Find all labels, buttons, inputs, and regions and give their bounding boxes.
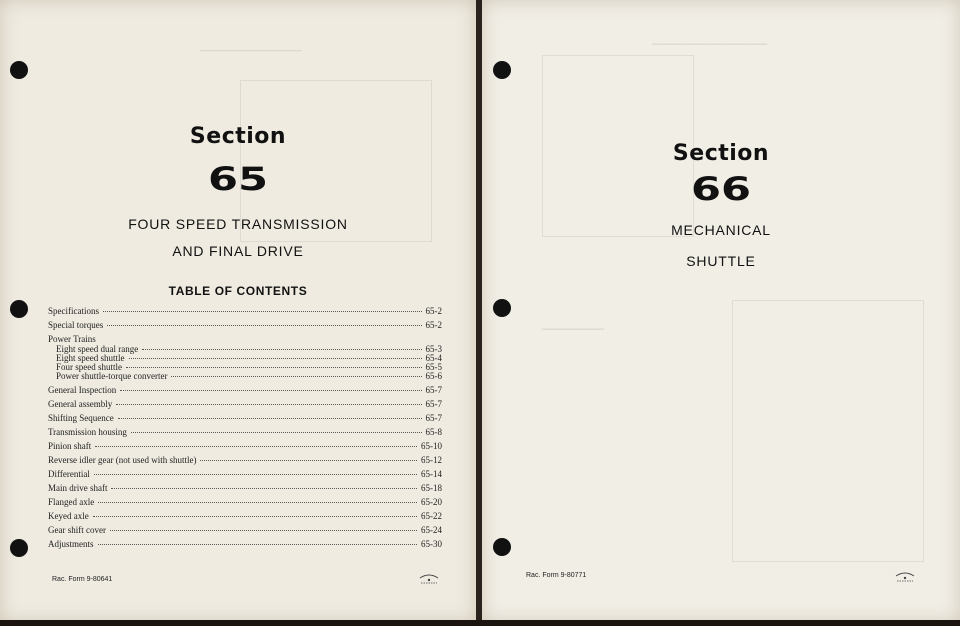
show-through-text: ▔▔▔▔▔▔▔▔▔▔▔▔ — [200, 51, 302, 63]
toc-entry-page: 65-20 — [421, 497, 442, 507]
dot-leader — [107, 325, 421, 326]
section-title-line1: FOUR SPEED TRANSMISSION — [128, 216, 348, 232]
toc-entry — [48, 427, 442, 437]
toc-entry-page: 65-7 — [425, 413, 442, 423]
toc-entry-page: 65-5 — [425, 362, 442, 372]
dot-leader — [200, 460, 417, 461]
toc-entry-label: Power shuttle-torque converter — [56, 371, 168, 381]
toc-entry-page: 65-24 — [421, 525, 442, 535]
section-number: 66 — [690, 170, 752, 208]
toc-entry-label: Four speed shuttle — [56, 362, 122, 372]
binder-hole — [10, 539, 28, 557]
dot-leader — [94, 474, 417, 475]
toc-entry-page: 65-2 — [425, 306, 442, 316]
binder-hole — [493, 299, 511, 317]
toc-entry-label: Special torques — [48, 320, 104, 330]
printed-in-usa-logo — [894, 570, 916, 584]
toc-entry-page: 65-6 — [425, 371, 442, 381]
dot-leader — [110, 530, 417, 531]
dot-leader — [93, 516, 417, 517]
toc-entry-label: Eight speed shuttle — [56, 353, 125, 363]
toc-entry-page: 65-4 — [425, 353, 442, 363]
dot-leader — [111, 488, 417, 489]
form-number: Rac. Form 9-80771 — [526, 572, 587, 579]
binder-hole — [10, 61, 28, 79]
section-title-line1: MECHANICAL — [671, 222, 771, 238]
dot-leader — [118, 418, 422, 419]
printed-in-usa-logo — [418, 572, 440, 586]
toc-entry-page: 65-18 — [421, 483, 442, 493]
show-through-text: ▔▔▔▔▔▔▔▔▔▔▔▔▔▔▔ — [652, 45, 768, 56]
toc-entry — [48, 483, 442, 493]
toc-entry-page: 65-22 — [421, 511, 442, 521]
toc-entry-page: 65-3 — [425, 344, 442, 354]
binder-hole — [493, 61, 511, 79]
dot-leader — [116, 404, 421, 405]
toc-entry-label: Eight speed dual range — [56, 344, 139, 354]
section-number: 65 — [207, 160, 269, 198]
dot-leader — [120, 390, 421, 391]
left-page — [0, 0, 476, 622]
toc-entry-label: Pinion shaft — [48, 441, 92, 451]
toc-entry — [48, 539, 442, 549]
toc-entry-label: Adjustments — [48, 539, 94, 549]
toc-heading: TABLE OF CONTENTS — [168, 284, 308, 298]
toc-entry-label: General Inspection — [48, 385, 117, 395]
toc-entry-label: Shifting Sequence — [48, 413, 114, 423]
show-through-text: ▔▔▔▔▔▔▔▔ — [542, 330, 604, 341]
dot-leader — [95, 446, 417, 447]
toc-entry-label: Keyed axle — [48, 511, 89, 521]
section-title-line2: AND FINAL DRIVE — [172, 243, 304, 259]
toc-entry — [48, 455, 442, 465]
section-label: Section — [189, 124, 287, 149]
section-title-line2: SHUTTLE — [686, 253, 756, 269]
binder-hole — [10, 300, 28, 318]
toc-entry — [48, 385, 442, 395]
dot-leader — [98, 502, 417, 503]
toc-entry-page: 65-8 — [425, 427, 442, 437]
dot-leader — [171, 376, 421, 377]
toc-entry — [48, 511, 442, 521]
toc-entry-page: 65-12 — [421, 455, 442, 465]
form-number: Rac. Form 9-80641 — [52, 576, 113, 583]
toc-group-heading: Power Trains — [48, 334, 96, 344]
toc-entry — [48, 525, 442, 535]
toc-entry-page: 65-2 — [425, 320, 442, 330]
toc-entry-label: Specifications — [48, 306, 99, 316]
toc-entry-label: Gear shift cover — [48, 525, 106, 535]
toc-entry-page: 65-7 — [425, 385, 442, 395]
toc-entry — [48, 497, 442, 507]
dot-leader — [98, 544, 417, 545]
toc-entry-label: Differential — [48, 469, 90, 479]
section-label: Section — [672, 141, 770, 166]
scan-bottom-edge — [0, 620, 960, 626]
toc-entry-label: Flanged axle — [48, 497, 95, 507]
toc-entry-label: General assembly — [48, 399, 113, 409]
toc-entry — [48, 306, 442, 316]
toc-entry — [48, 320, 442, 330]
dot-leader — [129, 358, 422, 359]
show-through-box — [732, 300, 924, 562]
dot-leader — [131, 432, 422, 433]
toc-entry-page: 65-14 — [421, 469, 442, 479]
toc-entry-label: Reverse idler gear (not used with shuttle) — [48, 455, 197, 465]
toc-entry — [56, 371, 442, 381]
dot-leader — [142, 349, 421, 350]
toc-entry-page: 65-10 — [421, 441, 442, 451]
toc-entry-page: 65-7 — [425, 399, 442, 409]
toc-entry-label: Transmission housing — [48, 427, 127, 437]
dot-leader — [103, 311, 422, 312]
binder-hole — [493, 538, 511, 556]
toc-entry — [48, 469, 442, 479]
toc-entry-page: 65-30 — [421, 539, 442, 549]
right-page — [482, 0, 960, 622]
toc-entry — [48, 413, 442, 423]
toc-entry-label: Main drive shaft — [48, 483, 108, 493]
toc-entry — [48, 399, 442, 409]
toc-entry — [48, 441, 442, 451]
dot-leader — [126, 367, 422, 368]
